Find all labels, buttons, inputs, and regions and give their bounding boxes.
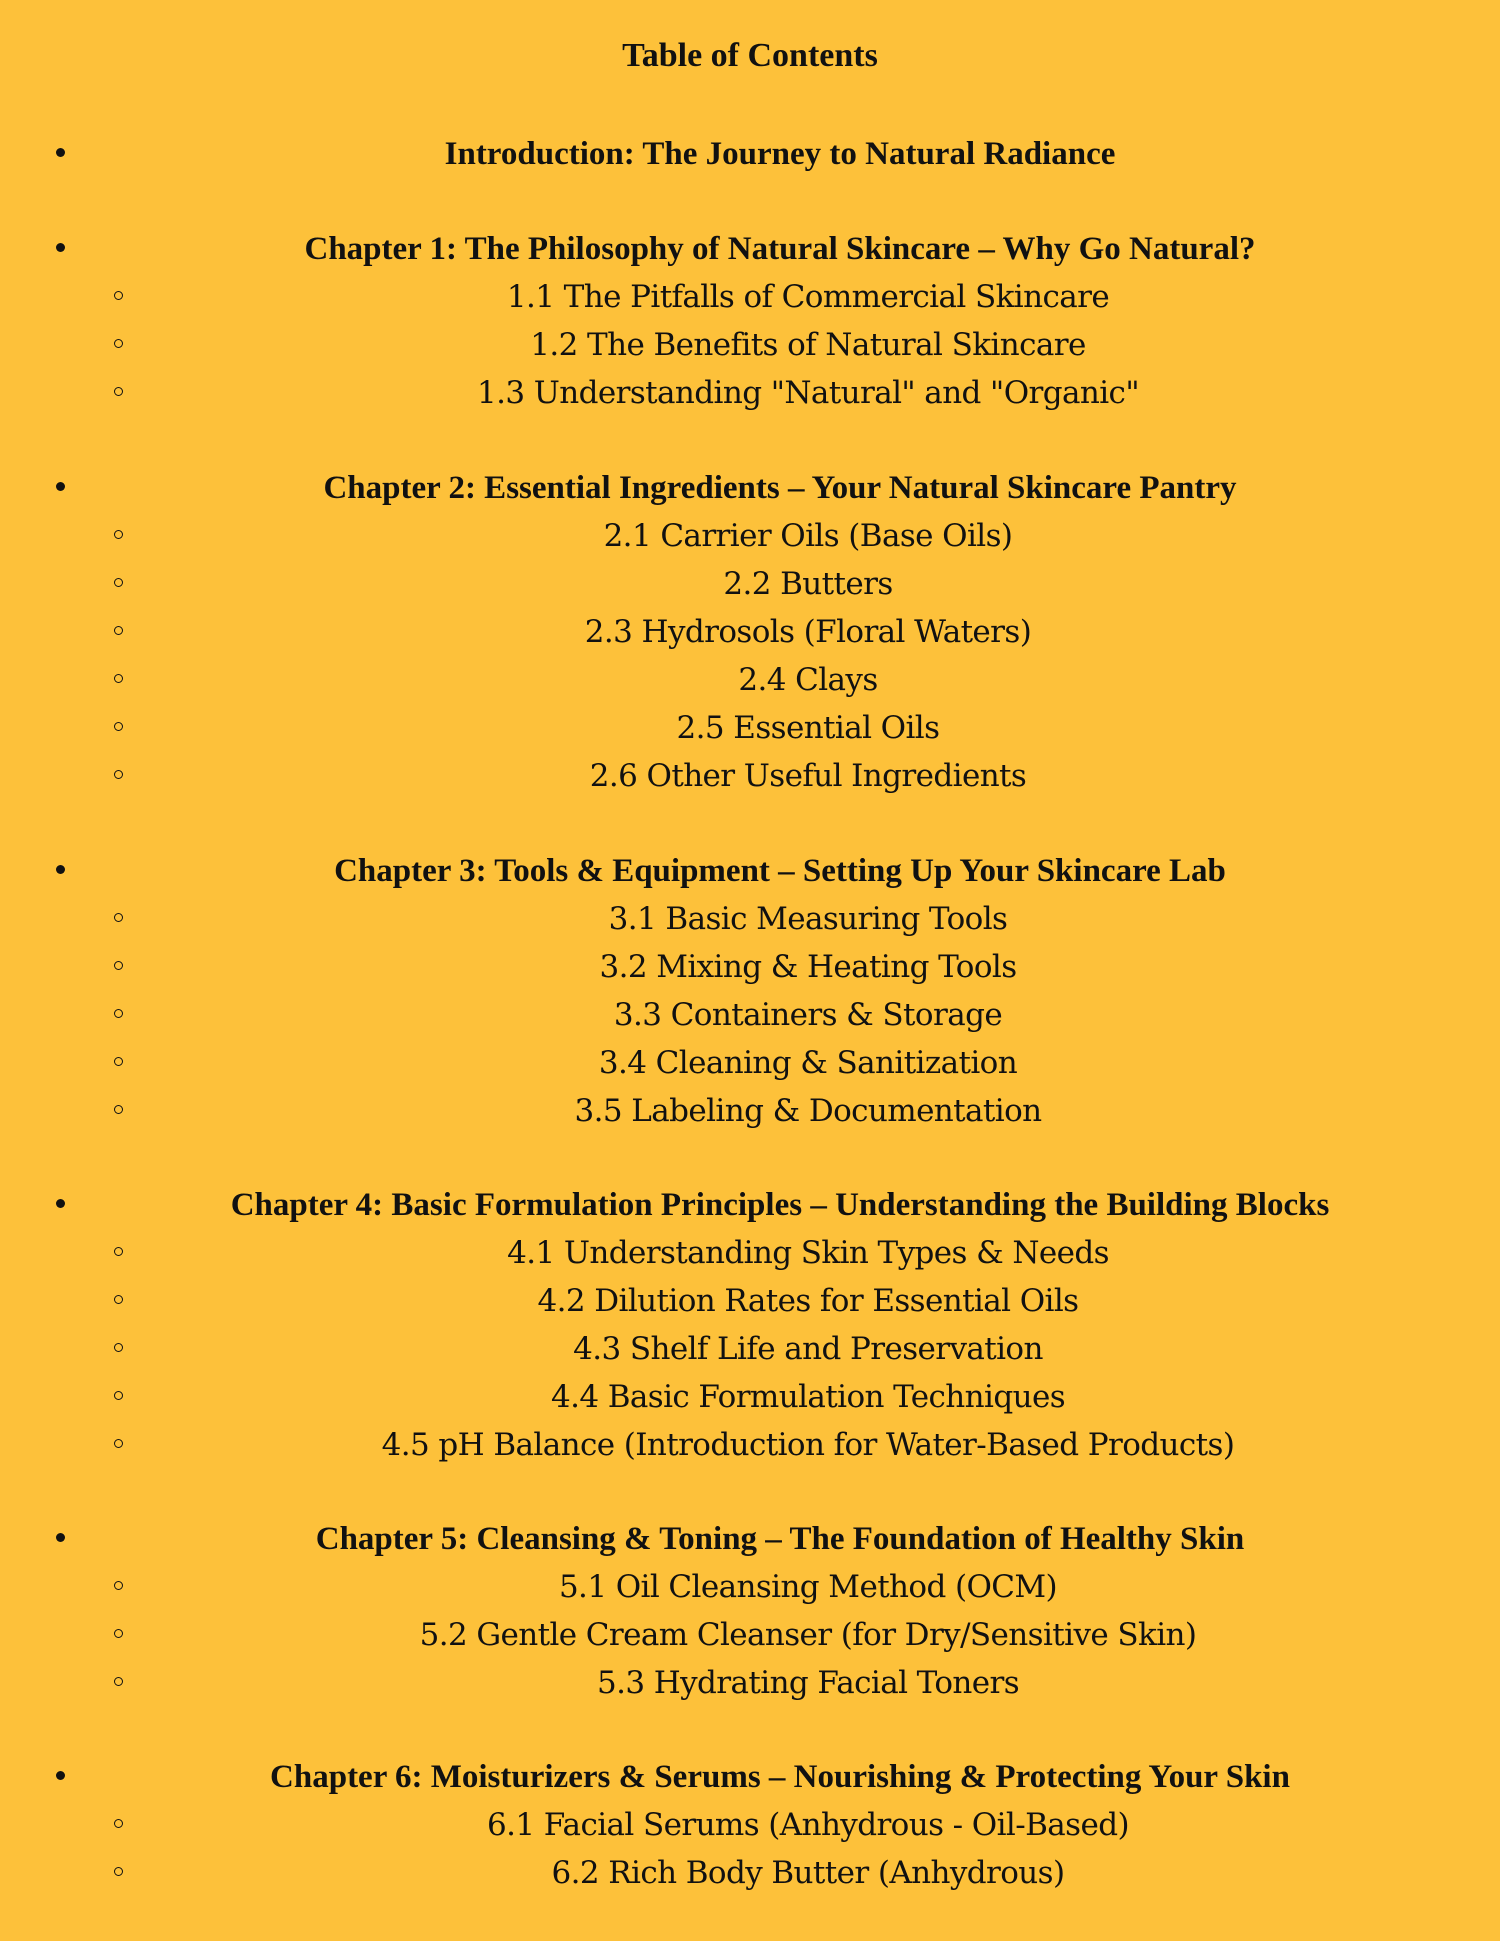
section-title: 3.3 Containers & Storage: [613, 997, 1003, 1033]
chapter-title: Chapter 1: The Philosophy of Natural Skincare – Why Go Natural?: [304, 231, 1256, 267]
toc-item-introduction[interactable]: [0, 130, 1500, 178]
circle-bullet-icon: [114, 1867, 123, 1876]
circle-bullet-icon: [114, 1581, 123, 1590]
circle-bullet-icon: [114, 387, 123, 396]
circle-bullet-icon: [114, 913, 123, 922]
circle-bullet-icon: [114, 1343, 123, 1352]
section-title: 5.2 Gentle Cream Cleanser (for Dry/Sensitive Skin): [419, 1617, 1197, 1653]
toc-subitem-2-4[interactable]: [0, 656, 1500, 704]
section-title: 4.5 pH Balance (Introduction for Water-Based Products): [381, 1427, 1235, 1463]
chapter-title: Chapter 4: Basic Formulation Principles – Understanding the Building Blocks: [230, 1187, 1330, 1223]
circle-bullet-icon: [114, 961, 123, 970]
circle-bullet-icon: [114, 1819, 123, 1828]
toc-subitem-3-3[interactable]: [0, 991, 1500, 1039]
section-title: 1.2 The Benefits of Natural Skincare: [530, 327, 1086, 363]
section-title: 3.1 Basic Measuring Tools: [608, 901, 1008, 937]
section-title: 3.5 Labeling & Documentation: [574, 1093, 1042, 1129]
toc-subitem-2-2[interactable]: [0, 560, 1500, 608]
toc-item-chapter-6[interactable]: [0, 1753, 1500, 1801]
chapter-title: Introduction: The Journey to Natural Radiance: [444, 136, 1116, 172]
disc-bullet-icon: [56, 1771, 65, 1780]
circle-bullet-icon: [114, 291, 123, 300]
disc-bullet-icon: [56, 148, 65, 157]
toc-subitem-5-2[interactable]: [0, 1611, 1500, 1659]
toc-item-chapter-1[interactable]: [0, 225, 1500, 273]
circle-bullet-icon: [114, 722, 123, 731]
section-title: 4.2 Dilution Rates for Essential Oils: [537, 1283, 1079, 1319]
section-title: 5.1 Oil Cleansing Method (OCM): [558, 1569, 1058, 1605]
circle-bullet-icon: [114, 1391, 123, 1400]
disc-bullet-icon: [56, 1533, 65, 1542]
toc-subitem-2-3[interactable]: [0, 608, 1500, 656]
toc-subitem-4-3[interactable]: [0, 1325, 1500, 1373]
toc-subitem-1-1[interactable]: [0, 273, 1500, 321]
chapter-title: Chapter 2: Essential Ingredients – Your Natural Skincare Pantry: [323, 470, 1237, 506]
section-title: 5.3 Hydrating Facial Toners: [596, 1665, 1020, 1701]
circle-bullet-icon: [114, 1629, 123, 1638]
toc-subitem-2-5[interactable]: [0, 704, 1500, 752]
section-title: 6.1 Facial Serums (Anhydrous - Oil-Based): [487, 1807, 1129, 1843]
circle-bullet-icon: [114, 1247, 123, 1256]
toc-subitem-1-2[interactable]: [0, 321, 1500, 369]
disc-bullet-icon: [56, 243, 65, 252]
disc-bullet-icon: [56, 482, 65, 491]
toc-subitem-2-6[interactable]: [0, 752, 1500, 800]
toc-subitem-1-3[interactable]: [0, 369, 1500, 417]
toc-subitem-3-2[interactable]: [0, 943, 1500, 991]
toc-subitem-6-1[interactable]: [0, 1801, 1500, 1849]
toc-subitem-3-1[interactable]: [0, 895, 1500, 943]
section-title: 2.1 Carrier Oils (Base Oils): [603, 518, 1013, 554]
toc-subitem-6-2[interactable]: [0, 1849, 1500, 1897]
circle-bullet-icon: [114, 1439, 123, 1448]
disc-bullet-icon: [56, 865, 65, 874]
circle-bullet-icon: [114, 1677, 123, 1686]
circle-bullet-icon: [114, 1009, 123, 1018]
toc-subitem-4-5[interactable]: [0, 1421, 1500, 1469]
section-title: 1.1 The Pitfalls of Commercial Skincare: [506, 279, 1110, 315]
chapter-title: Chapter 6: Moisturizers & Serums – Nourishing & Protecting Your Skin: [270, 1759, 1290, 1795]
section-title: 4.3 Shelf Life and Preservation: [573, 1331, 1043, 1367]
circle-bullet-icon: [114, 339, 123, 348]
toc-item-chapter-4[interactable]: [0, 1181, 1500, 1229]
toc-subitem-4-2[interactable]: [0, 1277, 1500, 1325]
section-title: 2.2 Butters: [723, 566, 893, 602]
toc-item-chapter-3[interactable]: [0, 847, 1500, 895]
section-title: 3.2 Mixing & Heating Tools: [599, 949, 1017, 985]
toc-subitem-4-4[interactable]: [0, 1373, 1500, 1421]
section-title: 2.3 Hydrosols (Floral Waters): [584, 614, 1032, 650]
section-title: 3.4 Cleaning & Sanitization: [598, 1045, 1018, 1081]
toc-subitem-3-4[interactable]: [0, 1039, 1500, 1087]
section-title: 2.4 Clays: [738, 662, 878, 698]
circle-bullet-icon: [114, 1057, 123, 1066]
chapter-title: Chapter 3: Tools & Equipment – Setting Up Your Skincare Lab: [334, 853, 1226, 889]
chapter-title: Chapter 5: Cleansing & Toning – The Foundation of Healthy Skin: [315, 1521, 1245, 1557]
toc-subitem-3-5[interactable]: [0, 1087, 1500, 1135]
circle-bullet-icon: [114, 530, 123, 539]
section-title: 2.6 Other Useful Ingredients: [589, 758, 1027, 794]
section-title: 4.1 Understanding Skin Types & Needs: [507, 1235, 1109, 1271]
toc-subitem-4-1[interactable]: [0, 1229, 1500, 1277]
toc-subitem-5-3[interactable]: [0, 1659, 1500, 1707]
circle-bullet-icon: [114, 770, 123, 779]
circle-bullet-icon: [114, 1295, 123, 1304]
toc-subitem-2-1[interactable]: [0, 512, 1500, 560]
disc-bullet-icon: [56, 1199, 65, 1208]
section-title: 1.3 Understanding "Natural" and "Organic": [477, 375, 1139, 411]
circle-bullet-icon: [114, 626, 123, 635]
section-title: 2.5 Essential Oils: [676, 710, 940, 746]
section-title: 6.2 Rich Body Butter (Anhydrous): [551, 1855, 1065, 1891]
toc-item-chapter-2[interactable]: [0, 464, 1500, 512]
section-title: 4.4 Basic Formulation Techniques: [550, 1379, 1066, 1415]
circle-bullet-icon: [114, 578, 123, 587]
toc-subitem-5-1[interactable]: [0, 1563, 1500, 1611]
circle-bullet-icon: [114, 674, 123, 683]
page-title: Table of Contents: [622, 37, 878, 74]
toc-item-chapter-5[interactable]: [0, 1515, 1500, 1563]
circle-bullet-icon: [114, 1105, 123, 1114]
